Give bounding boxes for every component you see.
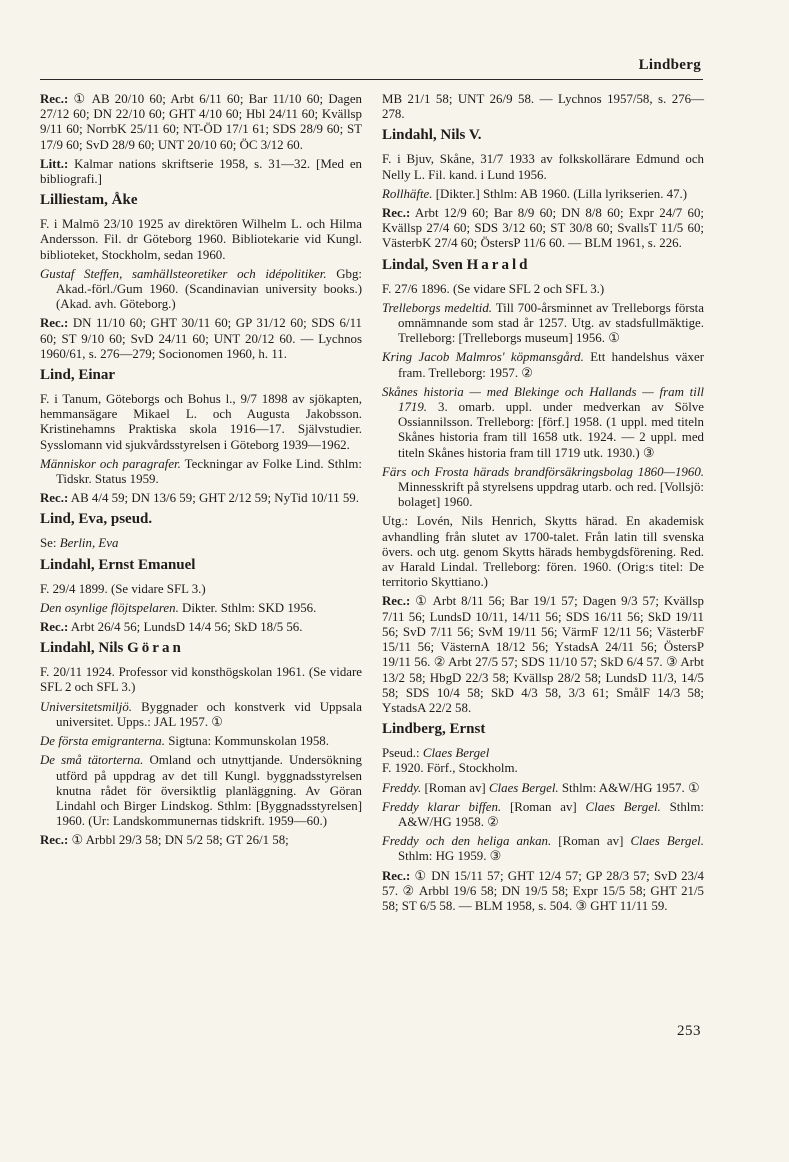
work-line: Rollhäfte. [Dikter.] Sthlm: AB 1960. (Lilla lyrikserien. 47.) (382, 186, 688, 201)
entry-heading: Lindahl, Nils V. (382, 127, 482, 144)
review-line: Rec.: ① Arbbl 29/3 58; DN 5/2 58; GT 26/1 58; (40, 833, 289, 848)
entry-heading: Lind, Einar (40, 367, 116, 384)
review-line: Rec.: ① Arbt 8/11 56; Bar 19/1 57; Dagen 9/3 57; Kvällsp 7/11 56; LundsD 10/11, 14/11 56; SDS 16/11 56; SkD 19/11 56; SvD 7/11 56; SvM 19/11 56; VärmF 12/11 56; VästerbF 15/11 56; VästernA 18/12 56; YstadsA 24/11 56; ÖstersP 19/11 56. ② Arbt 27/5 57; SDS 11/10 57; SkD 6/4 57. ③ Arbt 13/2 58; HbgD 22/3 58; Kvällsp 28/2 58; LundsD 11/3, 14/5 58; SDS 10/4 58; SkD 4/3 58, 3/3 61; SmålF 14/3 58; YstadsA 22/2 58. (382, 594, 704, 715)
work-line: Universitetsmiljö. Byggnader och konstverk vid Uppsala universitet. Upps.: JAL 1957. ① (40, 699, 362, 729)
bio-text: F. i Bjuv, Skåne, 31/7 1933 av folkskollärare Edmund och Nelly L. Fil. kand. i Lund 1956. (382, 152, 704, 182)
work-line: Gustaf Steffen, samhällsteoretiker och idépolitiker. Gbg: Akad.-förl./Gum 1960. (Scandinavian university books.) (Akad. avh. Göteborg.) (40, 266, 362, 312)
work-line: Freddy och den heliga ankan. [Roman av] Claes Bergel. Sthlm: HG 1959. ③ (382, 834, 704, 864)
pseudonym-line: Pseud.: Claes Bergel (382, 746, 490, 761)
entry-continued-right (382, 92, 704, 122)
review-line: Rec.: ① AB 20/10 60; Arbt 6/11 60; Bar 11/10 60; Dagen 27/12 60; DN 22/10 60; GHT 4/10 60; Hbl 24/11 60; Kvällsp 9/11 60; NorrbK 25/11 60; NT-ÖD 17/1 61; SDS 28/9 60; ST 17/9 60; SvD 28/9 60; UNT 20/10 60; ÖC 3/12 60. (40, 92, 362, 152)
bio-text: F. 1920. Förf., Stockholm. (382, 761, 518, 776)
work-line: Människor och paragrafer. Teckningar av Folke Lind. Sthlm: Tidskr. Status 1959. (40, 456, 362, 487)
entry-lind-eva (40, 510, 362, 551)
entry-heading: Lindal, Sven Harald (382, 256, 531, 273)
entry-heading: Lindahl, Nils Göran (40, 640, 184, 657)
work-line: De första emigranterna. Sigtuna: Kommunskolan 1958. (40, 734, 329, 749)
review-continuation: MB 21/1 58; UNT 26/9 58. — Lychnos 1957/58, s. 276—278. (382, 92, 704, 122)
work-line: Den osynlige flöjtspelaren. Dikter. Sthlm: SKD 1956. (40, 600, 317, 615)
work-line: Färs och Frosta härads brandförsäkringsbolag 1860—1960. Minnesskrift på styrelsens uppdrag utarb. och red. [Vollsjö: bolaget] 1960. (382, 464, 704, 510)
header-rule (40, 79, 703, 80)
bio-text: F. i Tanum, Göteborgs och Bohus l., 9/7 1898 av sjökapten, hemmansägare Mikael L. och Augusta Jakobsson. Kristinehamns Praktiska skola 1916—17. Självstudier. Sysslomann vid sjukvårdsstyrelsen i Göteborg 1939—1962. (40, 392, 362, 452)
work-line: De små tätorterna. Omland och utnyttjande. Undersökning utförd på uppdrag av det till Kungl. byggnadsstyrelsen knutna rådet för översiktlig planläggning. Av Göran Lindahl och Birger Lindskog. Sthlm: [Byggnadsstyrelsen] 1960. (Ur: Landskommunernas tidskrift. 1959—60.) (40, 753, 362, 829)
editor-line: Utg.: Lovén, Nils Henrich, Skytts härad. En akademisk avhandling från slutet av 1700-talet. Från latin till svenska övers. och utg. genom Skytts härads hembygdsförening. Red. av Harald Lindal. Trelleborg: fören. 1960. (Orig:s titel: De territorio Skyttiano.) (382, 514, 704, 590)
review-line: Rec.: Arbt 26/4 56; LundsD 14/4 56; SkD 18/5 56. (40, 620, 303, 635)
literature-line: Litt.: Kalmar nations skriftserie 1958, s. 31—32. [Med en bibliografi.] (40, 156, 362, 187)
work-line: Kring Jacob Malmros' köpmansgård. Ett handelshus växer fram. Trelleborg: 1957. ② (382, 350, 704, 380)
bio-text: F. 20/11 1924. Professor vid konsthögskolan 1961. (Se vidare SFL 2 och SFL 3.) (40, 665, 362, 695)
review-line: Rec.: DN 11/10 60; GHT 30/11 60; GP 31/12 60; SDS 6/11 60; ST 9/10 60; SvD 24/11 60; UNT 20/12 60. — Lychnos 1960/61, s. 276—279; Socionomen 1960, h. 11. (40, 316, 362, 361)
entry-heading: Lindahl, Ernst Emanuel (40, 556, 196, 573)
work-line: Freddy klarar biffen. [Roman av] Claes Bergel. Sthlm: A&W/HG 1958. ② (382, 799, 704, 829)
page-number: 253 (677, 1023, 701, 1039)
right-column (382, 92, 704, 918)
entry-heading: Lind, Eva, pseud. (40, 511, 153, 528)
bio-text: F. i Malmö 23/10 1925 av direktören Wilhelm L. och Hilma Andersson. Fil. dr Göteborg 1960. Bibliotekarie vid Kungl. biblioteket, Stockholm, sedan 1960. (40, 217, 362, 262)
bio-text: F. 29/4 1899. (Se vidare SFL 3.) (40, 581, 206, 596)
bio-text: F. 27/6 1896. (Se vidare SFL 2 och SFL 3.) (382, 281, 605, 296)
running-head: Lindberg (638, 57, 701, 73)
entry-continued-left (40, 92, 362, 187)
review-line: Rec.: AB 4/4 59; DN 13/6 59; GHT 2/12 59; NyTid 10/11 59. (40, 491, 359, 506)
entry-lindahl-ernst (40, 556, 362, 636)
entry-lindahl-nils-goran (40, 639, 362, 848)
entry-heading: Lindberg, Ernst (382, 721, 486, 738)
entry-lindahl-nils-v (382, 126, 704, 251)
work-line: Skånes historia — med Blekinge och Hallands — fram till 1719. 3. omarb. uppl. under medverkan av Sölve Ossiannilsson. Trelleborg: [förf.] 1958. (1 uppl. med titeln Skånes historia fram till 1658 utk. 1924. — 2 uppl. med titeln Skånes historia fram till 1719 utk. 1930.) ③ (382, 384, 704, 460)
work-line: Trelleborgs medeltid. Till 700-årsminnet av Trelleborgs första omnämnande som stad år 1257. Utg. av stadsfullmäktige. Trelleborg: [Trelleborgs museum] 1956. ① (382, 300, 704, 346)
entry-heading: Lilliestam, Åke (40, 192, 138, 209)
see-reference: Se: Berlin, Eva (40, 536, 119, 551)
entry-lind-einar (40, 366, 362, 506)
work-line: Freddy. [Roman av] Claes Bergel. Sthlm: A&W/HG 1957. ① (382, 780, 700, 795)
entry-lindal-sven (382, 256, 704, 716)
left-column (40, 92, 362, 853)
entry-lilliestam (40, 191, 362, 362)
entry-lindberg-ernst (382, 720, 704, 914)
review-line: Rec.: ① DN 15/11 57; GHT 12/4 57; GP 28/3 57; SvD 23/4 57. ② Arbbl 19/6 58; DN 19/5 58; Expr 15/5 58; GHT 21/5 58; ST 6/5 58. — BLM 1958, s. 504. ③ GHT 11/11 59. (382, 868, 704, 913)
review-line: Rec.: Arbt 12/9 60; Bar 8/9 60; DN 8/8 60; Expr 24/7 60; Kvällsp 27/4 60; SDS 3/12 60; ST 30/8 60; SvallsT 11/5 60; VästerbK 27/4 60; ÖstersP 11/6 60. — BLM 1961, s. 226. (382, 206, 704, 251)
